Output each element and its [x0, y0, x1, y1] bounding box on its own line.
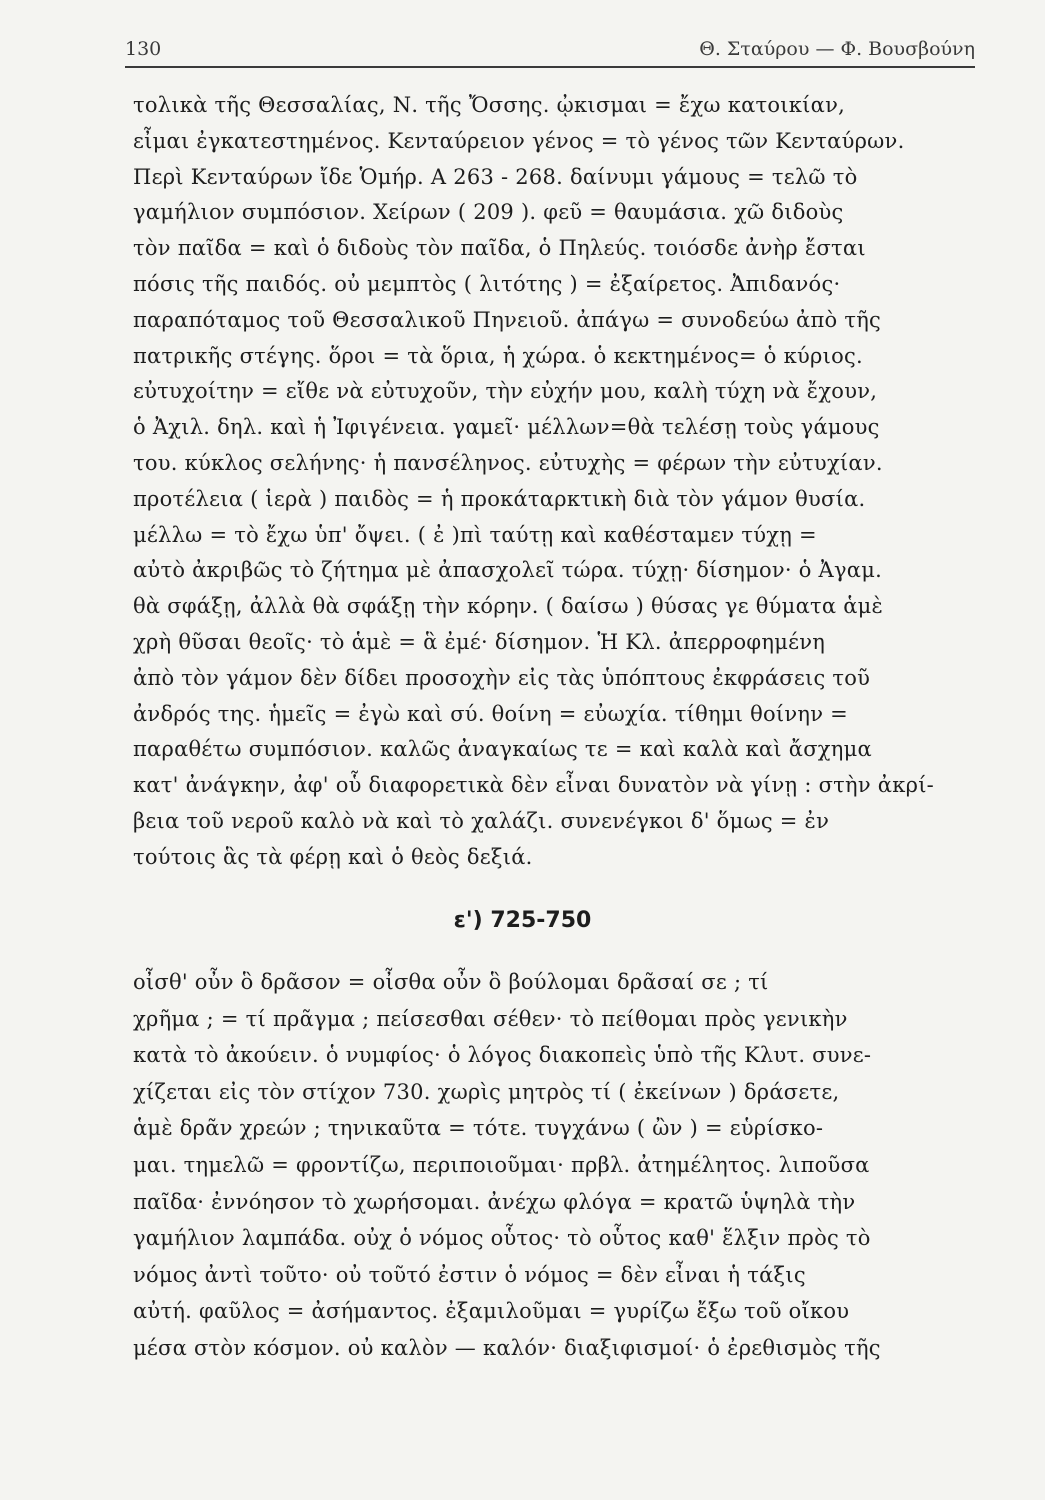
text-line: ἀνδρός της. ἡμεῖς = ἐγὼ καὶ σύ. θοίνη = εὐωχία. τίθημι θοίνην =: [133, 701, 849, 726]
text-line: γαμήλιον συμπόσιον. Χείρων ( 209 ). φεῦ = θαυμάσια. χῶ διδοὺς: [133, 200, 844, 225]
text-line: παῖδα· ἐννόησον τὸ χωρήσομαι. ἀνέχω φλόγα = κρατῶ ὑψηλὰ τὴν: [133, 1189, 856, 1214]
running-title: Θ. Σταύρου — Φ. Βουσβούνη: [699, 38, 975, 60]
page-header: [125, 26, 975, 60]
text-line: εἶμαι ἐγκατεστημένος. Κενταύρειον γένος = τὸ γένος τῶν Κενταύρων.: [133, 128, 905, 153]
text-line: παραπόταμος τοῦ Θεσσαλικοῦ Πηνειοῦ. ἀπάγω = συνοδεύω ἀπὸ τῆς: [133, 307, 882, 332]
text-line: βεια τοῦ νεροῦ καλὸ νὰ καὶ τὸ χαλάζι. συνενέγκοι δ' ὅμως = ἐν: [133, 808, 830, 833]
paragraph-2: [133, 964, 978, 1367]
text-line: ἁμὲ δρᾶν χρεών ; τηνικαῦτα = τότε. τυγχάνω ( ὢν ) = εὑρίσκο-: [133, 1116, 824, 1141]
text-line: μέσα στὸν κόσμον. οὐ καλὸν — καλόν· διαξιφισμοί· ὁ ἐρεθισμὸς τῆς: [133, 1335, 881, 1360]
section-heading: ε') 725-750: [453, 908, 592, 933]
text-line: χρὴ θῦσαι θεοῖς· τὸ ἁμὲ = ἃ ἐμέ· δίσημον. Ἡ Κλ. ἀπερροφημένη: [133, 629, 826, 654]
text-line: αὐτὸ ἀκριβῶς τὸ ζήτημα μὲ ἀπασχολεῖ τώρα. τύχῃ· δίσημον· ὁ Ἀγαμ.: [133, 558, 883, 583]
text-line: προτέλεια ( ἱερὰ ) παιδὸς = ἡ προκάταρκτικὴ διὰ τὸν γάμον θυσία.: [133, 486, 866, 511]
text-line: αὐτή. φαῦλος = ἀσήμαντος. ἐξαμιλοῦμαι = γυρίζω ἔξω τοῦ οἴκου: [133, 1299, 850, 1324]
text-line: πατρικῆς στέγης. ὅροι = τὰ ὅρια, ἡ χώρα. ὁ κεκτημένος= ὁ κύριος.: [133, 343, 863, 368]
text-line: παραθέτω συμπόσιον. καλῶς ἀναγκαίως τε = καὶ καλὰ καὶ ἄσχημα: [133, 737, 872, 762]
text-line: Περὶ Κενταύρων ἴδε Ὁμήρ. Α 263 - 268. δαίνυμι γάμους = τελῶ τὸ: [133, 164, 858, 189]
header-rule: [125, 66, 975, 68]
text-line: τὸν παῖδα = καὶ ὁ διδοὺς τὸν παῖδα, ὁ Πηλεύς. τοιόσδε ἀνὴρ ἔσται: [133, 236, 866, 261]
text-line: γαμήλιον λαμπάδα. οὐχ ὁ νόμος οὗτος· τὸ οὗτος καθ' ἕλξιν πρὸς τὸ: [133, 1226, 871, 1251]
text-line: χρῆμα ; = τί πρᾶγμα ; πείσεσθαι σέθεν· τὸ πείθομαι πρὸς γενικὴν: [133, 1006, 848, 1031]
text-line: πόσις τῆς παιδός. οὐ μεμπτὸς ( λιτότης ) = ἐξαίρετος. Ἀπιδανός·: [133, 271, 841, 296]
text-line: χίζεται εἰς τὸν στίχον 730. χωρὶς μητρὸς τί ( ἐκείνων ) δράσετε,: [133, 1079, 840, 1104]
text-line: τολικὰ τῆς Θεσσαλίας, Ν. τῆς Ὄσσης. ᾠκισμαι = ἔχω κατοικίαν,: [133, 93, 846, 117]
text-line: οἶσθ' οὖν ὃ δρᾶσον = οἶσθα οὖν ὃ βούλομαι δρᾶσαί σε ; τί: [133, 970, 769, 994]
text-line: μέλλω = τὸ ἔχω ὑπ' ὄψει. ( ἐ )πὶ ταύτῃ καὶ καθέσταμεν τύχῃ =: [133, 522, 817, 547]
text-line: κατὰ τὸ ἀκούειν. ὁ νυμφίος· ὁ λόγος διακοπεὶς ὑπὸ τῆς Κλυτ. συνε-: [133, 1043, 872, 1068]
text-line: ἀπὸ τὸν γάμον δὲν δίδει προσοχὴν εἰς τὰς ὑπόπτους ἐκφράσεις τοῦ: [133, 665, 871, 690]
text-line: ὁ Ἀχιλ. δηλ. καὶ ἡ Ἰφιγένεια. γαμεῖ· μέλλων=θὰ τελέσῃ τοὺς γάμους: [133, 415, 880, 440]
paragraph-1: [133, 88, 978, 876]
text-line: μαι. τημελῶ = φροντίζω, περιποιοῦμαι· πρβλ. ἀτημέλητος. λιποῦσα: [133, 1152, 870, 1177]
text-line: νόμος ἀντὶ τοῦτο· οὐ τοῦτό ἐστιν ὁ νόμος = δὲν εἶναι ἡ τάξις: [133, 1262, 806, 1287]
text-line: εὐτυχοίτην = εἴθε νὰ εὐτυχοῦν, τὴν εὐχήν μου, καλὴ τύχη νὰ ἔχουν,: [133, 379, 878, 404]
text-line: τούτοις ἃς τὰ φέρῃ καὶ ὁ θεὸς δεξιά.: [133, 844, 533, 869]
page-number: 130: [125, 38, 162, 60]
text-line: κατ' ἀνάγκην, ἀφ' οὗ διαφορετικὰ δὲν εἶναι δυνατὸν νὰ γίνῃ : στὴν ἀκρί-: [133, 773, 935, 798]
text-line: του. κύκλος σελήνης· ἡ πανσέληνος. εὐτυχὴς = φέρων τὴν εὐτυχίαν.: [133, 450, 883, 475]
text-line: θὰ σφάξῃ, ἀλλὰ θὰ σφάξῃ τὴν κόρην. ( δαίσω ) θύσας γε θύματα ἁμὲ: [133, 594, 884, 619]
